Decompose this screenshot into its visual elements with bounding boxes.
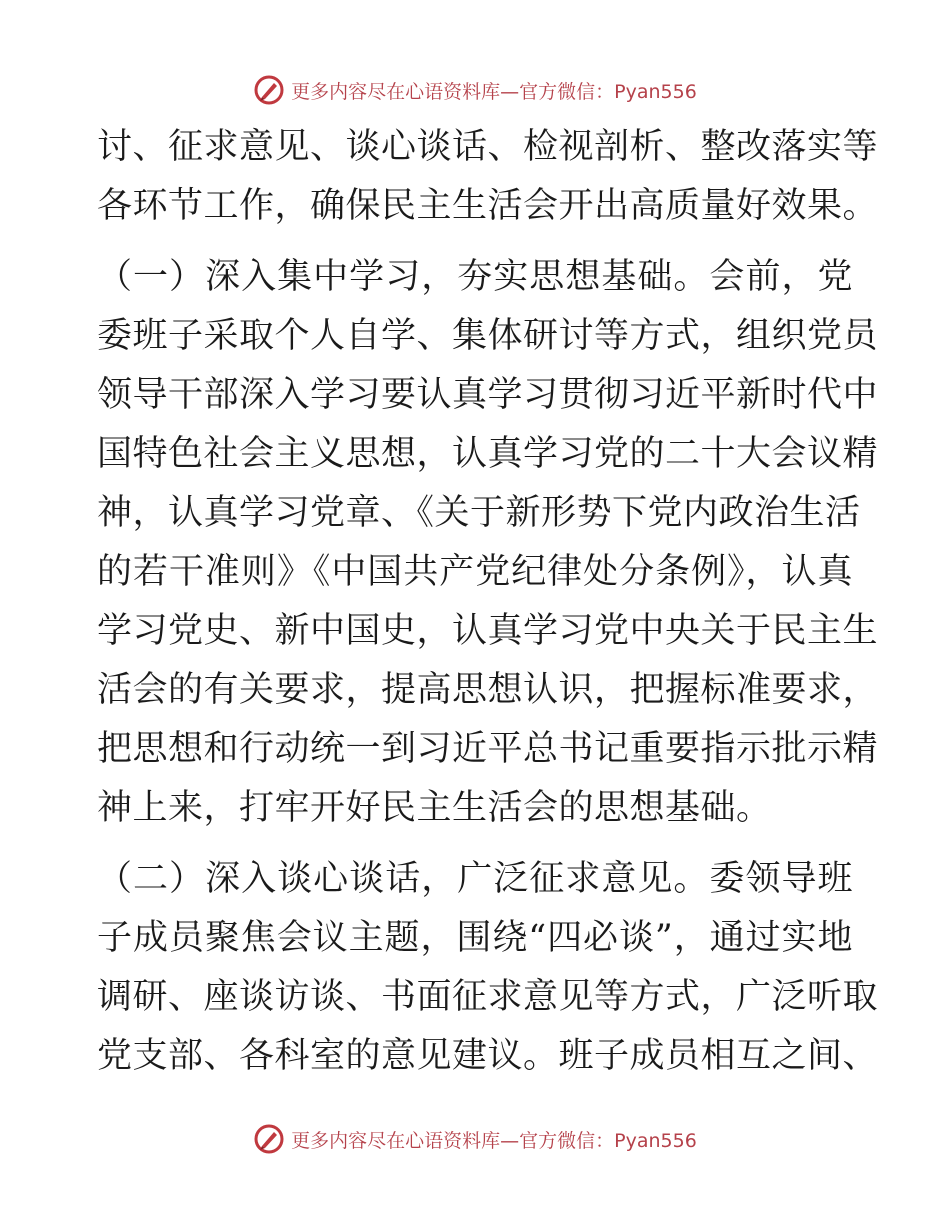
text-line: 把思想和行动统一到习近平总书记重要指示批示精 <box>97 729 879 769</box>
text-line: 领导干部深入学习要认真学习贯彻习近平新时代中 <box>97 375 879 415</box>
paragraph <box>97 118 879 236</box>
text-line: 神上来，打牢开好民主生活会的思想基础。 <box>97 788 772 828</box>
text-line: （一）深入集中学习，夯实思想基础。会前，党 <box>97 257 853 297</box>
pen-logo-icon <box>253 74 285 106</box>
watermark-text: 更多内容尽在心语资料库—官方微信：Pyan556 <box>291 1129 697 1152</box>
text-line: 子成员聚焦会议主题，围绕“四必谈”，通过实地 <box>97 918 853 958</box>
pen-logo-icon <box>253 1123 285 1155</box>
text-line: 调研、座谈访谈、书面征求意见等方式，广泛听取 <box>97 977 879 1017</box>
paragraph <box>97 248 879 838</box>
text-line: 神，认真学习党章、《关于新形势下党内政治生活 <box>97 493 861 533</box>
text-line: 国特色社会主义思想，认真学习党的二十大会议精 <box>97 434 879 474</box>
text-line: 讨、征求意见、谈心谈话、检视剖析、整改落实等 <box>97 127 879 167</box>
document-body <box>97 118 879 1086</box>
text-line: 委班子采取个人自学、集体研讨等方式，组织党员 <box>97 316 879 356</box>
text-line: 党支部、各科室的意见建议。班子成员相互之间、 <box>97 1036 879 1076</box>
paragraph <box>97 850 879 1086</box>
text-line: 的若干准则》《中国共产党纪律处分条例》，认真 <box>97 552 853 592</box>
text-line: 各环节工作，确保民主生活会开出高质量好效果。 <box>97 186 879 226</box>
footer-watermark <box>0 1123 950 1155</box>
text-line: （二）深入谈心谈话，广泛征求意见。委领导班 <box>97 859 853 899</box>
watermark-text: 更多内容尽在心语资料库—官方微信：Pyan556 <box>291 80 697 103</box>
text-line: 学习党史、新中国史，认真学习党中央关于民主生 <box>97 611 879 651</box>
text-line: 活会的有关要求，提高思想认识，把握标准要求， <box>97 670 879 710</box>
header-watermark <box>0 74 950 106</box>
